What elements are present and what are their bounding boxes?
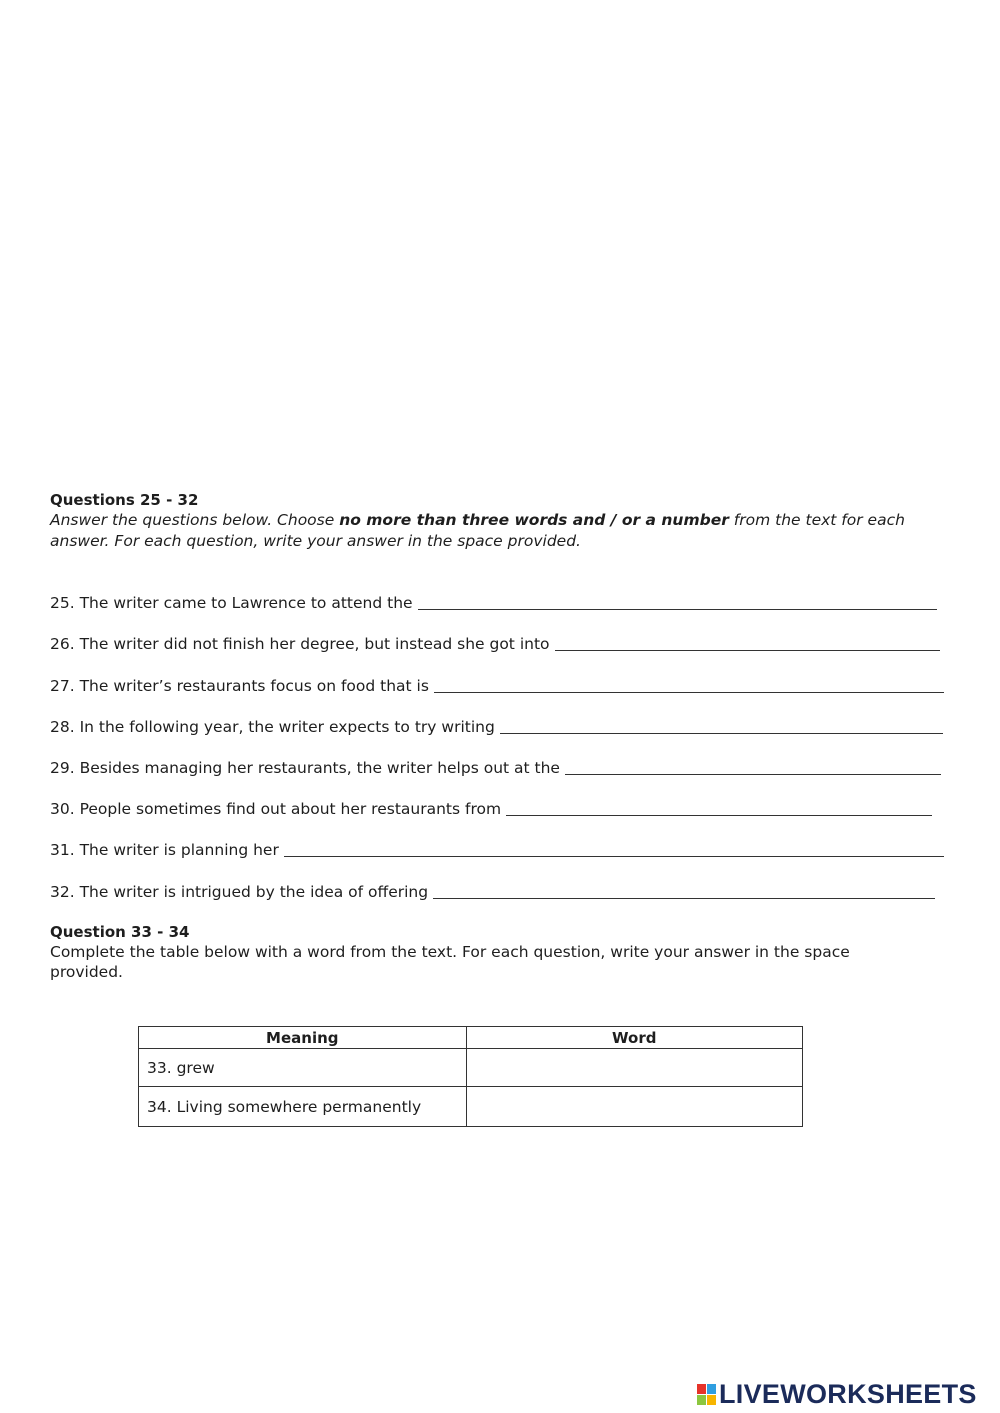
header-word: Word (466, 1027, 802, 1049)
question-text: 32. The writer is intrigued by the idea of offering (50, 882, 429, 901)
instruction-text: from the text for each answer. For each question, write your answer in the space provided. (50, 511, 905, 550)
header-meaning: Meaning (139, 1027, 467, 1049)
question-text: 27. The writer’s restaurants focus on food that is (50, 676, 429, 695)
answer-blank[interactable] (418, 595, 937, 610)
instruction-emphasis: no more than three words and / or a number (339, 511, 729, 529)
question-text: 25. The writer came to Lawrence to attend the (50, 594, 413, 613)
section-instruction: Complete the table below with a word from the text. For each question, write your answer in the space provided. (50, 943, 850, 981)
questions-33-34-section (50, 922, 900, 982)
word-answer-cell[interactable] (466, 1087, 802, 1127)
question-text: 30. People sometimes find out about her restaurants from (50, 800, 502, 819)
logo-text: LIVEWORKSHEETS (719, 1378, 977, 1409)
meaning-cell: 34. Living somewhere permanently (139, 1087, 467, 1127)
question-text: 29. Besides managing her restaurants, the writer helps out at the (50, 758, 560, 777)
answer-blank[interactable] (434, 678, 944, 693)
answer-blank[interactable] (284, 842, 944, 857)
answer-blank[interactable] (565, 760, 941, 775)
vocabulary-table (138, 1026, 803, 1127)
question-25 (50, 572, 960, 613)
table-row (139, 1087, 803, 1127)
answer-blank[interactable] (433, 884, 935, 899)
table-row (139, 1049, 803, 1087)
questions-25-32-section (50, 490, 960, 552)
section-instruction (50, 510, 960, 552)
logo-icon (697, 1384, 716, 1405)
word-answer-cell[interactable] (466, 1049, 802, 1087)
question-31 (50, 819, 960, 860)
instruction-text: Answer the questions below. Choose (50, 511, 340, 529)
question-text: 28. In the following year, the writer expects to try writing (50, 717, 495, 736)
question-list (50, 572, 960, 902)
question-28 (50, 696, 960, 737)
question-text: 26. The writer did not finish her degree, but instead she got into (50, 635, 550, 654)
liveworksheets-logo (697, 1379, 977, 1409)
table-header-row (139, 1027, 803, 1049)
question-29 (50, 737, 960, 778)
question-30 (50, 778, 960, 819)
section-heading: Question 33 - 34 (50, 923, 190, 941)
answer-blank[interactable] (555, 636, 940, 651)
question-32 (50, 860, 960, 901)
answer-blank[interactable] (500, 719, 943, 734)
question-27 (50, 654, 960, 695)
question-26 (50, 613, 960, 654)
question-text: 31. The writer is planning her (50, 841, 279, 860)
meaning-cell: 33. grew (139, 1049, 467, 1087)
answer-blank[interactable] (506, 801, 932, 816)
section-heading: Questions 25 - 32 (50, 491, 199, 509)
